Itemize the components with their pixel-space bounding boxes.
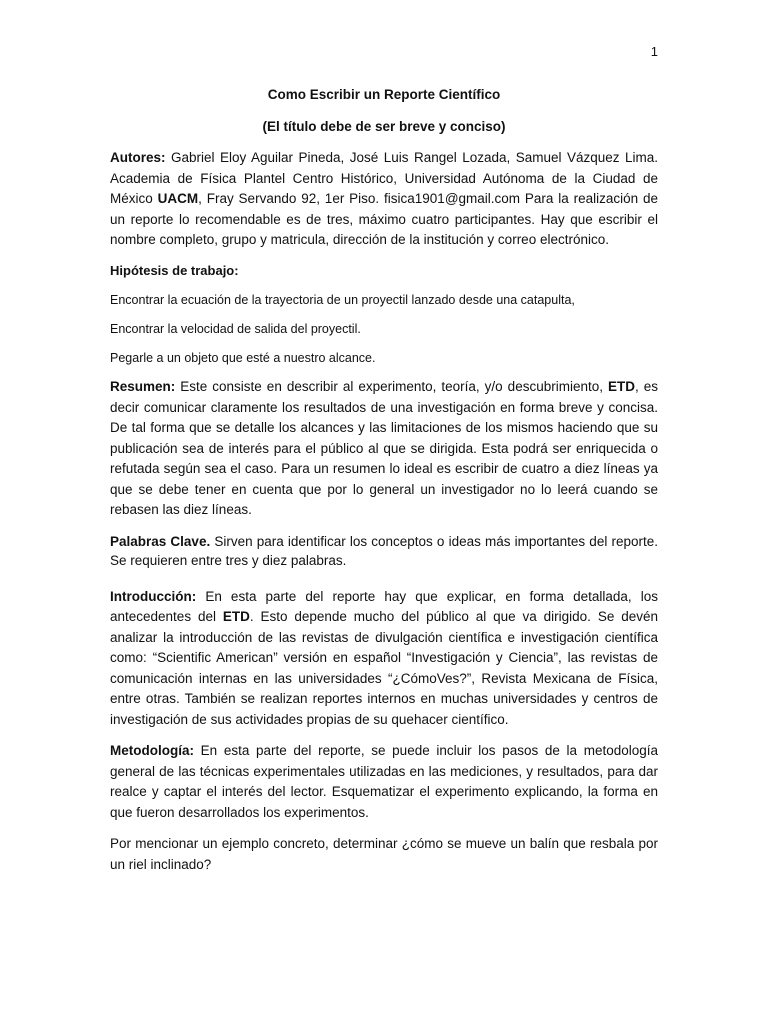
metodologia-text: En esta parte del reporte, se puede incluir los pasos de la metodología general de las técnicas experimentales utilizadas en las mediciones, y resultados, para dar realce y captar el interés del lector. Esquematizar el experimento explicando, la forma en que fueron desarrollados los experimentos. [110, 743, 658, 820]
page-number: 1 [650, 44, 658, 59]
palabras-clave-paragraph [110, 532, 658, 571]
metodologia-paragraph [110, 741, 658, 823]
resumen-text-2: , es decir comunicar claramente los resultados de una investigación en forma breve y concisa. De tal forma que se detalle los alcances y las limitaciones de los mismos haciendo que su publicación sea de interés para el público al que se dirigida. Esta podrá ser enriquecida o refutada según sea el caso. Para un resumen lo ideal es escribir de cuatro a diez líneas ya que se debe tener en cuenta que por lo general un investigador no lo leerá cuando se rebasen las diez líneas. [110, 379, 658, 517]
introduccion-text-1: En esta parte del reporte hay que explicar, en forma detallada, los antecedentes del [110, 588, 658, 624]
introduccion-label: Introducción: [110, 588, 197, 604]
resumen-label: Resumen: [110, 379, 176, 394]
palabras-clave-label: Palabras Clave. [110, 533, 211, 549]
introduccion-etd: ETD [222, 609, 250, 624]
resumen-etd: ETD [607, 379, 635, 394]
hypothesis-item-1: Encontrar la ecuación de la trayectoria de un proyectil lanzado desde una catapulta, [110, 293, 575, 307]
ejemplo-paragraph: Por mencionar un ejemplo concreto, determinar ¿cómo se mueve un balín que resbala por un riel inclinado? [110, 836, 658, 872]
document-title: Como Escribir un Reporte Científico [267, 87, 501, 102]
document-body [110, 86, 658, 875]
introduccion-paragraph [110, 587, 658, 731]
hypothesis-heading: Hipótesis de trabajo: [110, 262, 239, 278]
document-subtitle: (El título debe de ser breve y conciso) [262, 119, 506, 134]
palabras-clave-text: Sirven para identificar los conceptos o ideas más importantes del reporte. Se requieren entre tres y diez palabras. [110, 533, 658, 568]
authors-text-2: , Fray Servando 92, 1er Piso. fisica1901@gmail.com Para la realización de un reporte lo recomendable es de tres, máximo cuatro participantes. Hay que escribir el nombre completo, grupo y matricula, dirección de la institución y correo electrónico. [110, 191, 658, 247]
authors-uacm: UACM [157, 191, 199, 206]
hypothesis-item-3: Pegarle a un objeto que esté a nuestro alcance. [110, 351, 376, 365]
authors-text-1: Gabriel Eloy Aguilar Pineda, José Luis Rangel Lozada, Samuel Vázquez Lima. Academia de Física Plantel Centro Histórico, Universidad Autónoma de la Ciudad de México [110, 150, 658, 206]
authors-label: Autores: [110, 150, 166, 165]
authors-paragraph [110, 148, 658, 251]
introduccion-text-2: . Esto depende mucho del público al que va dirigido. Se devén analizar la introducción de las revistas de divulgación científica e investigación científica como: “Scientific American” versión en español “Investigación y Ciencia”, las revistas de comunicación internas en las universidades “¿CómoVes?”, Revista Mexicana de Física, entre otras. También se realizan reportes internos en muchas universidades y centros de investigación de sus actividades propias de su quehacer científico. [110, 609, 658, 727]
resumen-paragraph [110, 377, 658, 521]
hypothesis-item-2: Encontrar la velocidad de salida del proyectil. [110, 322, 361, 336]
metodologia-label: Metodología: [110, 743, 194, 758]
resumen-text-1: Este consiste en describir al experimento, teoría, y/o descubrimiento, [175, 379, 608, 394]
